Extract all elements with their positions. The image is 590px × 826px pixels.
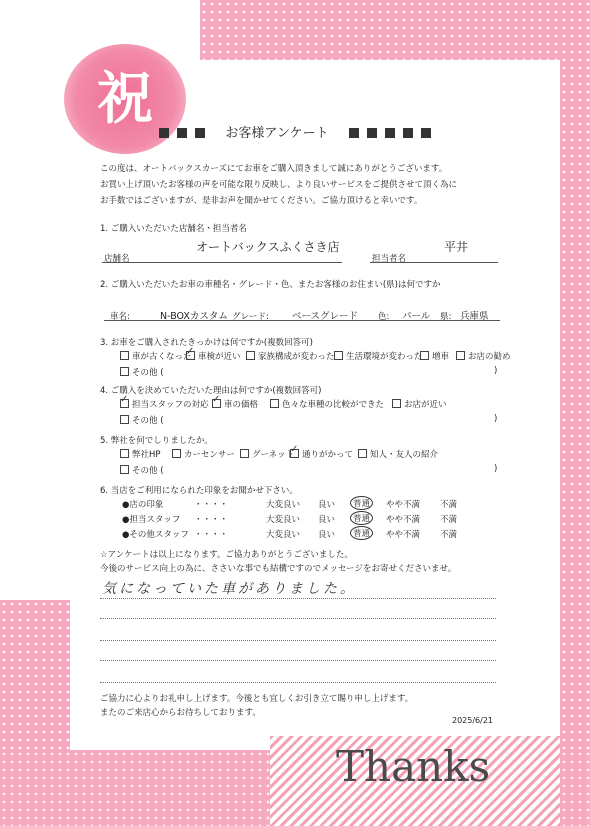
model-value: N-BOXカスタム [160, 311, 228, 322]
rating-slightly-dissatisfied[interactable]: やや不満 [386, 515, 421, 525]
color-value: パール [402, 311, 431, 322]
q3-option-6[interactable]: お店の勧め [456, 350, 511, 362]
q3-option-5[interactable]: 増車 [420, 350, 449, 362]
pref-label: 県: [440, 312, 452, 322]
rating-row-label: ●担当スタッフ [122, 515, 181, 525]
intro-line-2: お買い上げ頂いたお客様の声を可能な限り反映し、より良いサービスをご提供させて頂く為に [100, 180, 458, 190]
q3-option-2[interactable]: ✓ 車検が近い [186, 350, 241, 362]
pref-value: 兵庫県 [460, 311, 489, 322]
q2-heading: 2. ご購入いただいたお車の車種名・グレード・色、またお客様のお住まい(県)は何ですか [100, 280, 441, 290]
checkbox[interactable] [420, 351, 429, 360]
rating-dissatisfied[interactable]: 不満 [440, 515, 458, 525]
q4-other[interactable]: その他 ( [120, 414, 164, 426]
comment-line [100, 598, 496, 599]
grade-label: グレード: [232, 312, 269, 322]
checkbox[interactable] [240, 449, 249, 458]
q5-close-paren: ) [494, 464, 498, 474]
rating-good[interactable]: 良い [318, 500, 336, 510]
grade-value: ベースグレード [292, 311, 359, 322]
q3-close-paren: ) [494, 366, 498, 376]
q4-option-1[interactable]: ✓担当スタッフの対応 [120, 398, 209, 410]
q1-heading: 1. ご購入いただいた店舗名・担当者名 [100, 224, 247, 234]
thanks-lettering: Thanks [336, 742, 491, 791]
checkbox[interactable] [358, 449, 367, 458]
store-underline [102, 262, 342, 263]
q5-option-4[interactable]: ✓ 通りがかって [290, 448, 353, 460]
intro-line-1: この度は、オートバックスカーズにてお車をご購入頂きまして誠にありがとうございます。 [100, 164, 448, 174]
rating-very-good[interactable]: 大変良い [266, 515, 301, 525]
q3-option-1[interactable]: 車が古くなった [120, 350, 192, 362]
q4-heading: 4. ご購入を決めていただいた理由は何ですか(複数回答可) [100, 386, 322, 396]
q5-option-1[interactable]: 弊社HP [120, 448, 161, 460]
checkbox[interactable] [334, 351, 343, 360]
checkbox[interactable] [172, 449, 181, 458]
checkbox[interactable] [270, 399, 279, 408]
checkbox-checked[interactable] [212, 399, 221, 408]
q4-option-2[interactable]: ✓ 車の価格 [212, 398, 258, 410]
q5-option-5[interactable]: 知人・友人の紹介 [358, 448, 438, 460]
checkbox-checked[interactable] [120, 399, 129, 408]
q6-heading: 6. 当店をご利用になられた印象をお聞かせ下さい。 [100, 486, 298, 496]
q3-other[interactable]: その他 ( [120, 366, 164, 378]
rating-slightly-dissatisfied[interactable]: やや不満 [386, 500, 421, 510]
store-label: 店舗名 [104, 254, 130, 264]
q5-other[interactable]: その他 ( [120, 464, 164, 476]
store-value: オートバックスふくさき店 [196, 240, 340, 254]
checkbox-checked[interactable] [290, 449, 299, 458]
comment-line [100, 618, 496, 619]
comment-note-1: ☆アンケートは以上になります。ご協力ありがとうございました。 [100, 550, 353, 560]
model-label: 車名: [110, 312, 130, 322]
comment-line [100, 660, 496, 661]
rating-very-good[interactable]: 大変良い [266, 530, 301, 540]
staff-label: 担当者名 [372, 254, 407, 264]
rating-row-dots: ・・・・ [194, 500, 229, 510]
q2-underline [104, 320, 500, 321]
rating-row-label: ●その他スタッフ [122, 530, 189, 540]
q4-close-paren: ) [494, 414, 498, 424]
staff-underline [370, 262, 498, 263]
q4-option-4[interactable]: お店が近い [392, 398, 447, 410]
footer-date: 2025/6/21 [452, 716, 494, 725]
iwai-celebration-badge: 祝 [64, 44, 186, 154]
checkbox[interactable] [120, 449, 129, 458]
staff-value: 平井 [444, 240, 469, 254]
checkbox[interactable] [456, 351, 465, 360]
color-label: 色: [378, 312, 390, 322]
rating-slightly-dissatisfied[interactable]: やや不満 [386, 530, 421, 540]
q3-heading: 3. お車をご購入されたきっかけは何ですか(複数回答可) [100, 338, 313, 348]
checkbox[interactable] [120, 465, 129, 474]
page-title: お客様アンケート [0, 122, 590, 141]
rating-row-label: ●店の印象 [122, 500, 164, 510]
rating-row-dots: ・・・・ [194, 515, 229, 525]
checkbox-checked[interactable] [186, 351, 195, 360]
footer-line-1: ご協力に心よりお礼申し上げます。今後とも宜しくお引き立て賜り申し上げます。 [100, 694, 414, 704]
rating-row-dots: ・・・・ [194, 530, 229, 540]
checkbox[interactable] [120, 351, 129, 360]
q5-heading: 5. 弊社を何でしりましたか。 [100, 436, 213, 446]
rating-good[interactable]: 良い [318, 530, 336, 540]
checkbox[interactable] [120, 415, 129, 424]
q3-option-3[interactable]: 家族構成が変わった [246, 350, 334, 362]
rating-good[interactable]: 良い [318, 515, 336, 525]
pink-dot-pattern-top-right [200, 0, 590, 62]
q4-option-3[interactable]: 色々な車種の比較ができた [270, 398, 384, 410]
rating-very-good[interactable]: 大変良い [266, 500, 301, 510]
rating-average-selected[interactable]: 普通 [350, 526, 373, 540]
rating-average-selected[interactable]: 普通 [350, 496, 373, 510]
comment-note-2: 今後のサービス向上の為に、ささいな事でも結構ですのでメッセージをお寄せくださいませ。 [100, 564, 457, 574]
checkbox[interactable] [246, 351, 255, 360]
comment-line [100, 640, 496, 641]
rating-dissatisfied[interactable]: 不満 [440, 500, 458, 510]
comment-line [100, 682, 496, 683]
q3-option-4[interactable]: 生活環境が変わった [334, 350, 422, 362]
q5-option-2[interactable]: カーセンサー [172, 448, 235, 460]
q5-option-3[interactable]: グーネット [240, 448, 294, 460]
checkbox[interactable] [392, 399, 401, 408]
rating-average-selected[interactable]: 普通 [350, 511, 373, 525]
checkbox[interactable] [120, 367, 129, 376]
handwritten-comment: 気になっていた車がありました。 [102, 581, 357, 597]
rating-dissatisfied[interactable]: 不満 [440, 530, 458, 540]
intro-line-3: お手数ではございますが、是非お声を聞かせてください。ご協力頂けると幸いです。 [100, 196, 423, 206]
footer-line-2: またのご来店心からお待ちしております。 [100, 708, 261, 718]
